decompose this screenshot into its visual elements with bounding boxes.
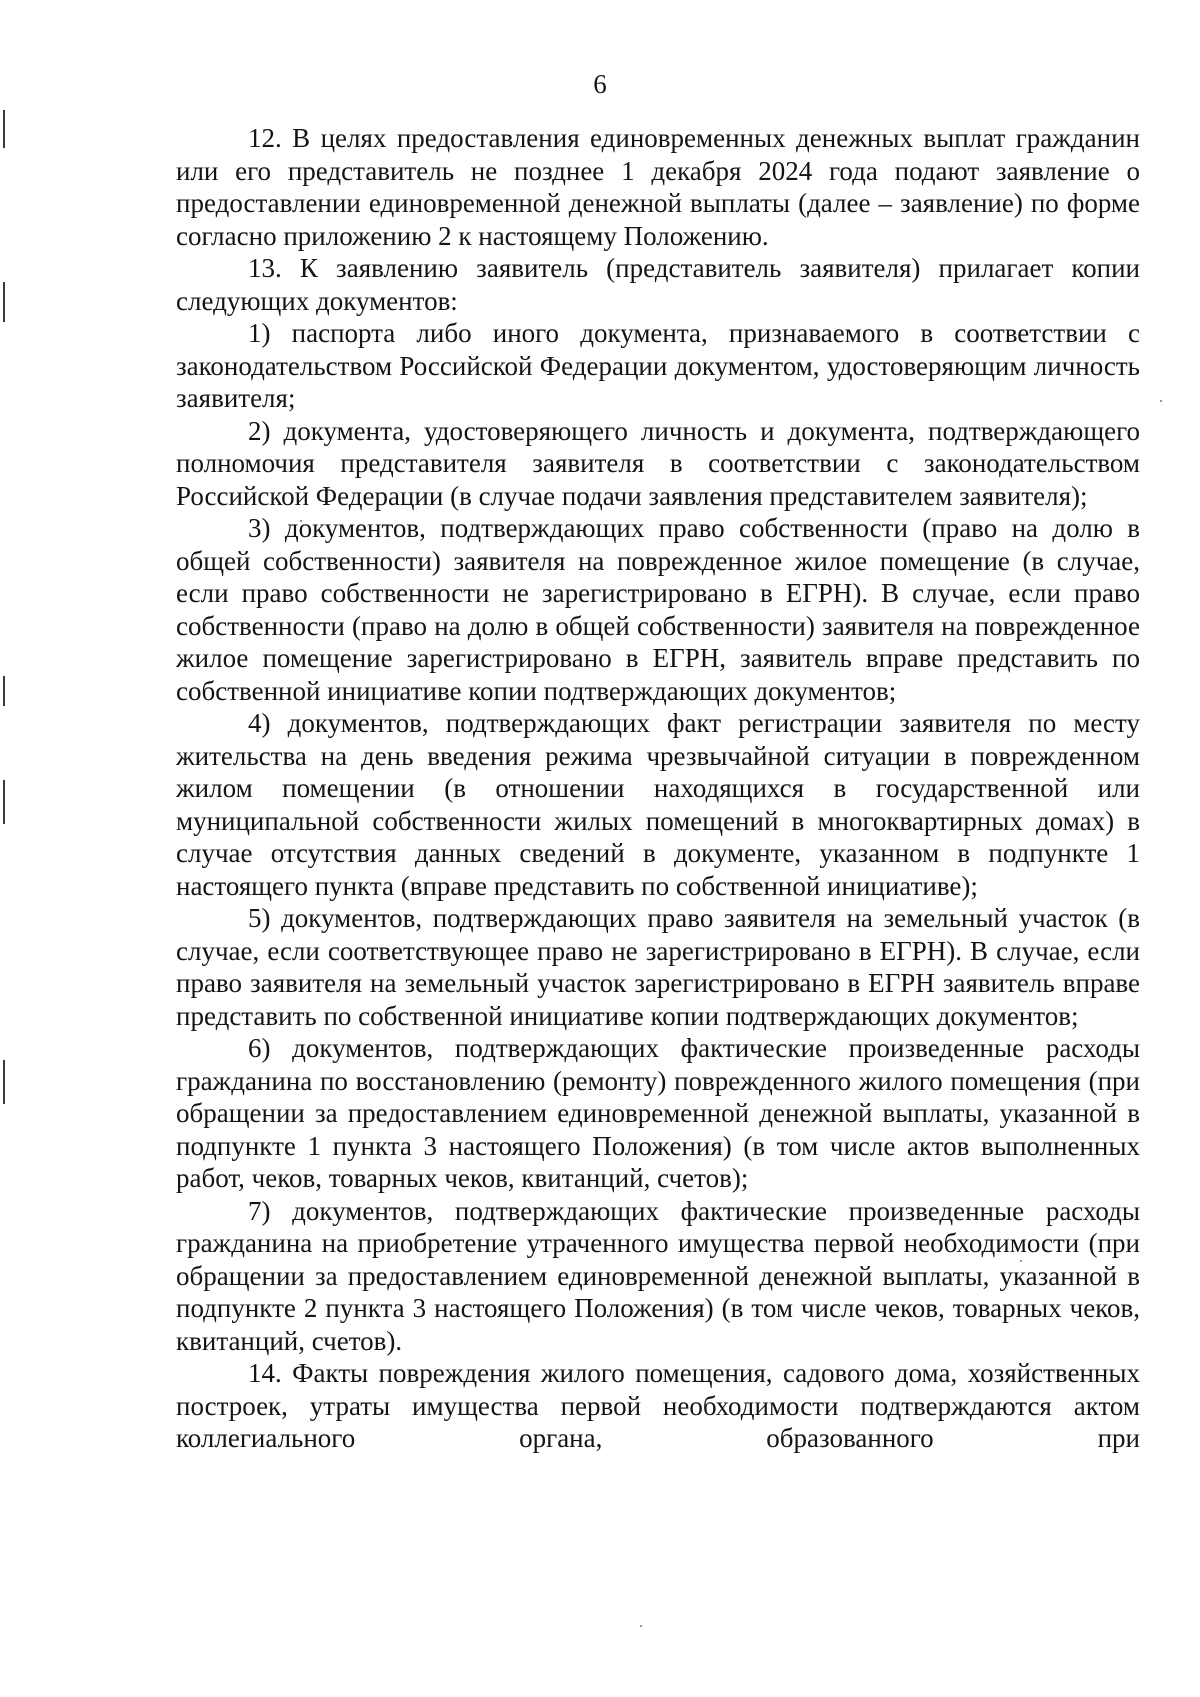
scan-speck [1160,400,1162,402]
scan-edge-mark [3,780,5,824]
paragraph-13: 13. К заявлению заявитель (представитель заявителя) прилагает копии следующих документов: [176,253,1140,316]
scan-edge-mark [3,110,5,148]
scan-edge-mark [3,676,5,706]
list-item-2: 2) документа, удостоверяющего личность и документа, подтверждающего полномочия представителя заявителя в соответствии с законодательством Российской Федерации (в случае подачи заявления представителем заявителя); [176,415,1140,511]
document-body [176,122,1140,1455]
list-item-3: 3) документов, подтверждающих право собственности (право на долю в общей собственности) заявителя на поврежденное жилое помещение (в случае, если право собственности не зарегистрировано в ЕГРН). В случае, если право собственности (право на долю в общей собственности) заявителя на поврежденное жилое помещение зарегистрировано в ЕГРН, заявитель вправе представить по собственной инициативе копии подтверждающих документов; [176,513,1140,706]
list-item-1: 1) паспорта либо иного документа, признаваемого в соответствии с законодательством Российской Федерации документом, удостоверяющим личность заявителя; [176,318,1140,413]
paragraph-14: 14. Факты повреждения жилого помещения, садового дома, хозяйственных построек, утраты имущества первой необходимости подтверждаются актом коллегиального органа, образованного при [176,1358,1140,1453]
list-item-6: 6) документов, подтверждающих фактические произведенные расходы гражданина по восстановлению (ремонту) поврежденного жилого помещения (при обращении за предоставлением единовременной денежной выплаты, указанной в подпункте 1 пункта 3 настоящего Положения) (в том числе актов выполненных работ, чеков, товарных чеков, квитанций, счетов); [176,1033,1140,1193]
list-item-4: 4) документов, подтверждающих факт регистрации заявителя по месту жительства на день введения режима чрезвычайной ситуации в поврежденном жилом помещении (в отношении находящихся в государственной или муниципальной собственности жилых помещений в многоквартирных домах) в случае отсутствия данных сведений в документе, указанном в подпункте 1 настоящего пункта (вправе представить по собственной инициативе); [176,708,1140,901]
scan-edge-mark [3,282,5,322]
scan-edge-mark [3,1060,5,1104]
paragraph-12: 12. В целях предоставления единовременных денежных выплат гражданин или его представитель не позднее 1 декабря 2024 года подают заявление о предоставлении единовременной денежной выплаты (далее – заявление) по форме согласно приложению 2 к настоящему Положению. [176,123,1140,251]
list-item-5: 5) документов, подтверждающих право заявителя на земельный участок (в случае, если соответствующее право не зарегистрировано в ЕГРН). В случае, если право заявителя на земельный участок зарегистрировано в ЕГРН заявитель вправе представить по собственной инициативе копии подтверждающих документов; [176,903,1140,1031]
list-item-7: 7) документов, подтверждающих фактические произведенные расходы гражданина на приобретение утраченного имущества первой необходимости (при обращении за предоставлением единовременной денежной выплаты, указанной в подпункте 2 пункта 3 настоящего Положения) (в том числе чеков, товарных чеков, квитанций, счетов). [176,1195,1140,1356]
scan-speck [640,1625,642,1627]
page-number: 6 [593,69,607,99]
